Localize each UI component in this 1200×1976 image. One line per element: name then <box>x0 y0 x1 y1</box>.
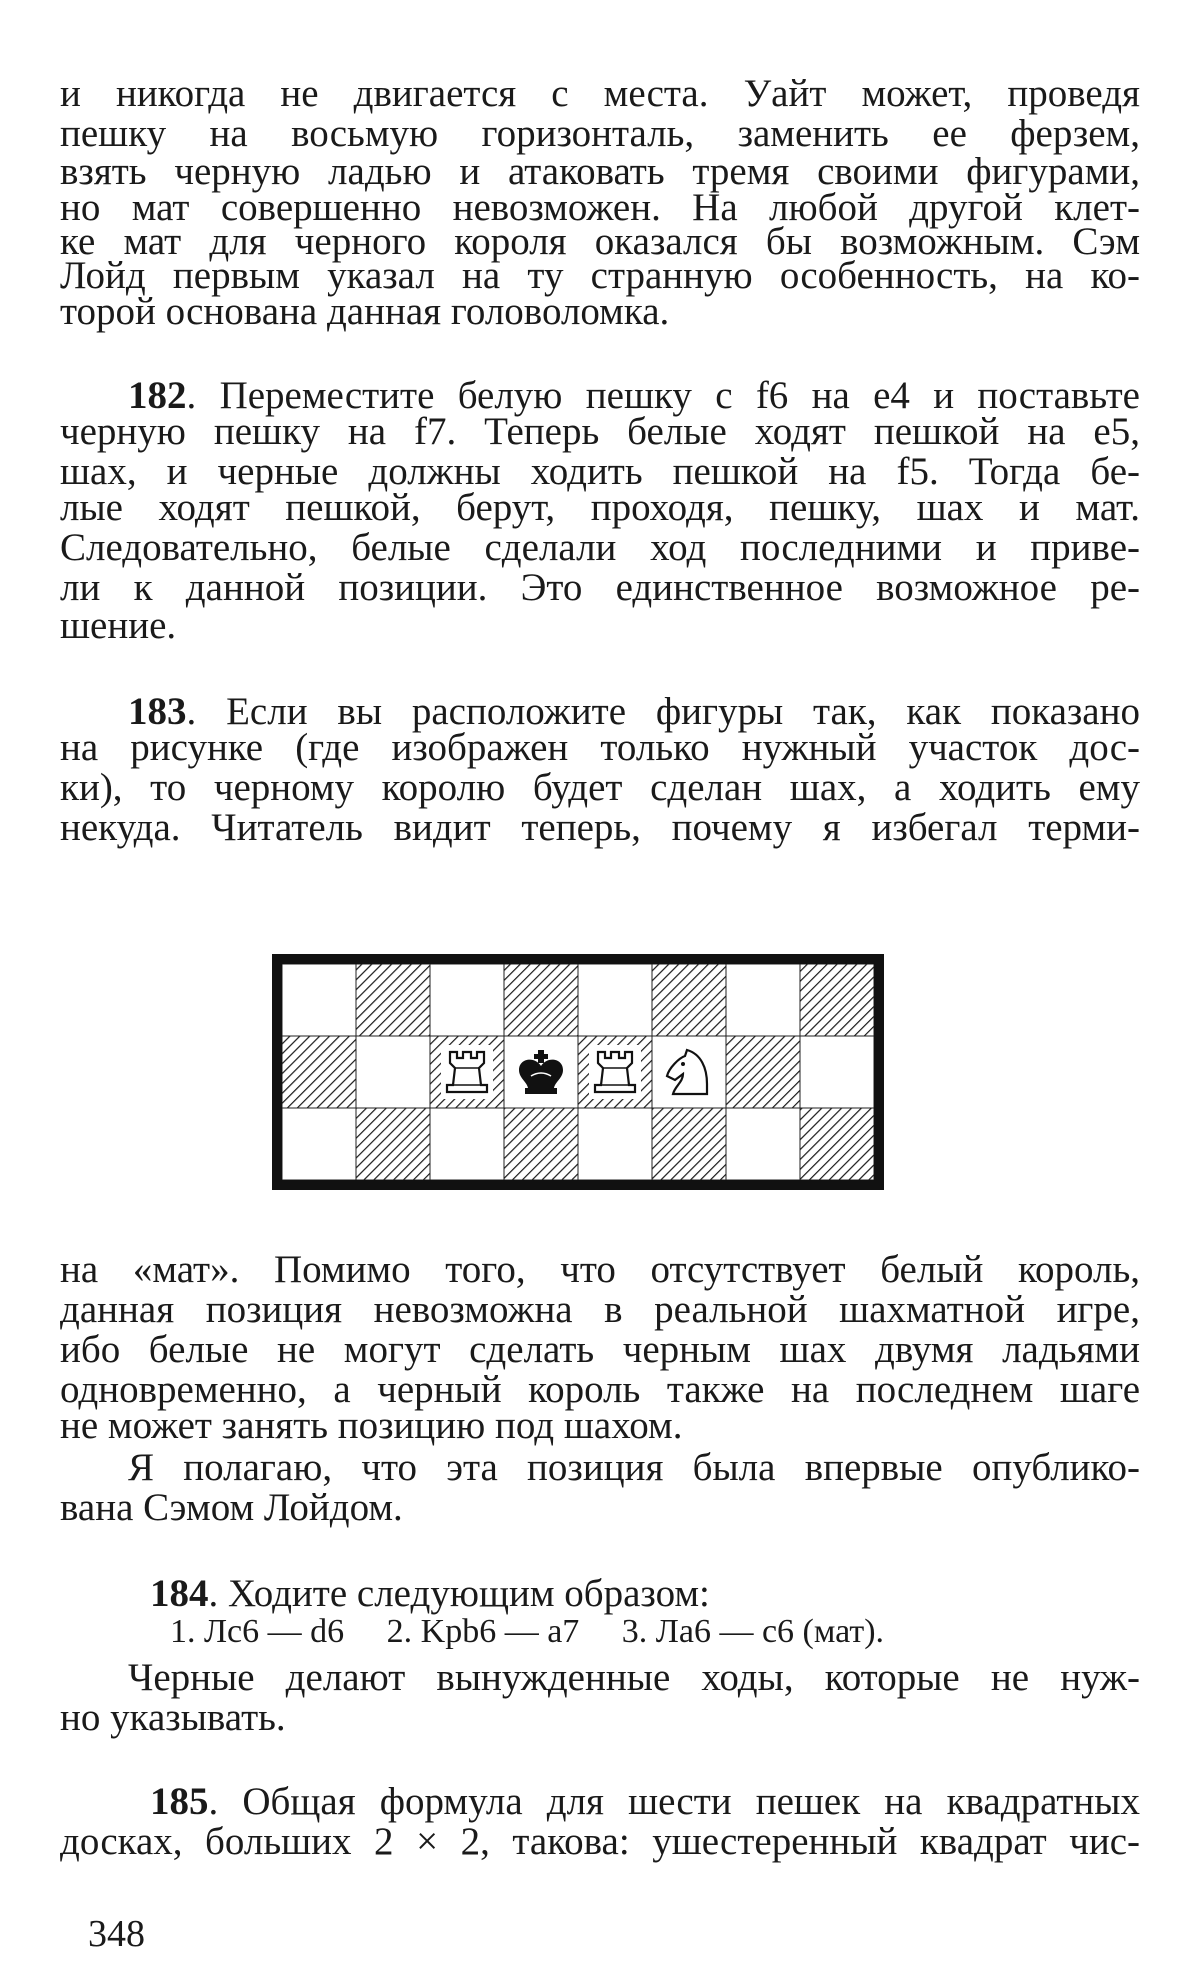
text-line: на рисунке (где изображен только нужный участок дос- <box>60 726 1140 769</box>
text-line: черную пешку на f7. Теперь белые ходят пешкой на e5, <box>60 410 1140 453</box>
paragraph-183-first-line: 183. Если вы расположите фигуры так, как показано <box>128 690 1140 733</box>
text-line: ке мат для черного короля оказался бы возможным. Сэм <box>60 220 1140 263</box>
paragraph-182-first-line: 182. Переместите белую пешку с f6 на e4 и поставьте <box>128 374 1140 417</box>
text-line: досках, больших 2 × 2, такова: ушестеренный квадрат чис- <box>60 1820 1140 1863</box>
text-line: Следовательно, белые сделали ход последними и приве- <box>60 526 1140 569</box>
text-line: Лойд первым указал на ту странную особенность, на ко- <box>60 254 1140 297</box>
text-line: одновременно, а черный король также на последнем шаге <box>60 1368 1140 1411</box>
text-line: шение. <box>60 604 177 647</box>
light-square <box>578 964 652 1036</box>
text-line: торой основана данная головоломка. <box>60 290 670 333</box>
light-square <box>578 1108 652 1180</box>
light-square <box>356 1036 430 1108</box>
problem-number: 182 <box>128 374 187 417</box>
text-line: Черные делают вынужденные ходы, которые не нуж- <box>128 1656 1140 1699</box>
light-square <box>800 1036 874 1108</box>
text-line: Я полагаю, что эта позиция была впервые опублико- <box>128 1446 1140 1489</box>
light-square <box>430 964 504 1036</box>
problem-number: 183 <box>128 690 187 733</box>
chess-board-diagram <box>272 954 884 1190</box>
text-line: ли к данной позиции. Это единственное возможное ре- <box>60 566 1140 609</box>
text-line: данная позиция невозможна в реальной шахматной игре, <box>60 1288 1140 1331</box>
text-line: но мат совершенно невозможен. На любой другой клет- <box>60 186 1140 229</box>
problem-number: 184 <box>150 1572 209 1615</box>
light-square <box>282 1108 356 1180</box>
text-line: шах, и черные должны ходить пешкой на f5. Тогда бе- <box>60 450 1140 493</box>
light-square <box>430 1108 504 1180</box>
chess-board-svg <box>282 964 874 1180</box>
paragraph-185-first-line: 185. Общая формула для шести пешек на квадратных <box>150 1780 1140 1823</box>
page-number: 348 <box>88 1913 145 1955</box>
dark-square <box>282 1036 356 1108</box>
text-line: ибо белые не могут сделать черным шах двумя ладьями <box>60 1328 1140 1371</box>
dark-square <box>504 964 578 1036</box>
move-sequence: 1. Лc6 — d6 2. Kpb6 — a7 3. Лa6 — c6 (мат). <box>170 1613 885 1650</box>
dark-square <box>356 964 430 1036</box>
text-line: и никогда не двигается с места. Уайт может, проведя <box>60 72 1140 115</box>
text-line: взять черную ладью и атаковать тремя своими фигурами, <box>60 150 1140 193</box>
light-square <box>726 1108 800 1180</box>
text-line: вана Сэмом Лойдом. <box>60 1486 403 1529</box>
text-line: ки), то черному королю будет сделан шах, а ходить ему <box>60 766 1140 809</box>
light-square <box>282 964 356 1036</box>
text-line: не может занять позицию под шахом. <box>60 1404 683 1447</box>
dark-square <box>652 964 726 1036</box>
dark-square <box>356 1108 430 1180</box>
light-square <box>726 964 800 1036</box>
text-line: пешку на восьмую горизонталь, заменить ее ферзем, <box>60 112 1140 155</box>
dark-square <box>800 964 874 1036</box>
text-line: на «мат». Помимо того, что отсутствует белый король, <box>60 1248 1140 1291</box>
dark-square <box>726 1036 800 1108</box>
dark-square <box>652 1108 726 1180</box>
dark-square <box>504 1108 578 1180</box>
board-squares <box>282 964 874 1180</box>
text-line: но указывать. <box>60 1696 286 1739</box>
paragraph-184-first-line: 184. Ходите следующим образом: <box>150 1572 710 1615</box>
dark-square <box>800 1108 874 1180</box>
text-line: лые ходят пешкой, берут, проходя, пешку, шах и мат. <box>60 486 1140 529</box>
text-line: некуда. Читатель видит теперь, почему я избегал терми- <box>60 806 1140 849</box>
problem-number: 185 <box>150 1780 209 1823</box>
